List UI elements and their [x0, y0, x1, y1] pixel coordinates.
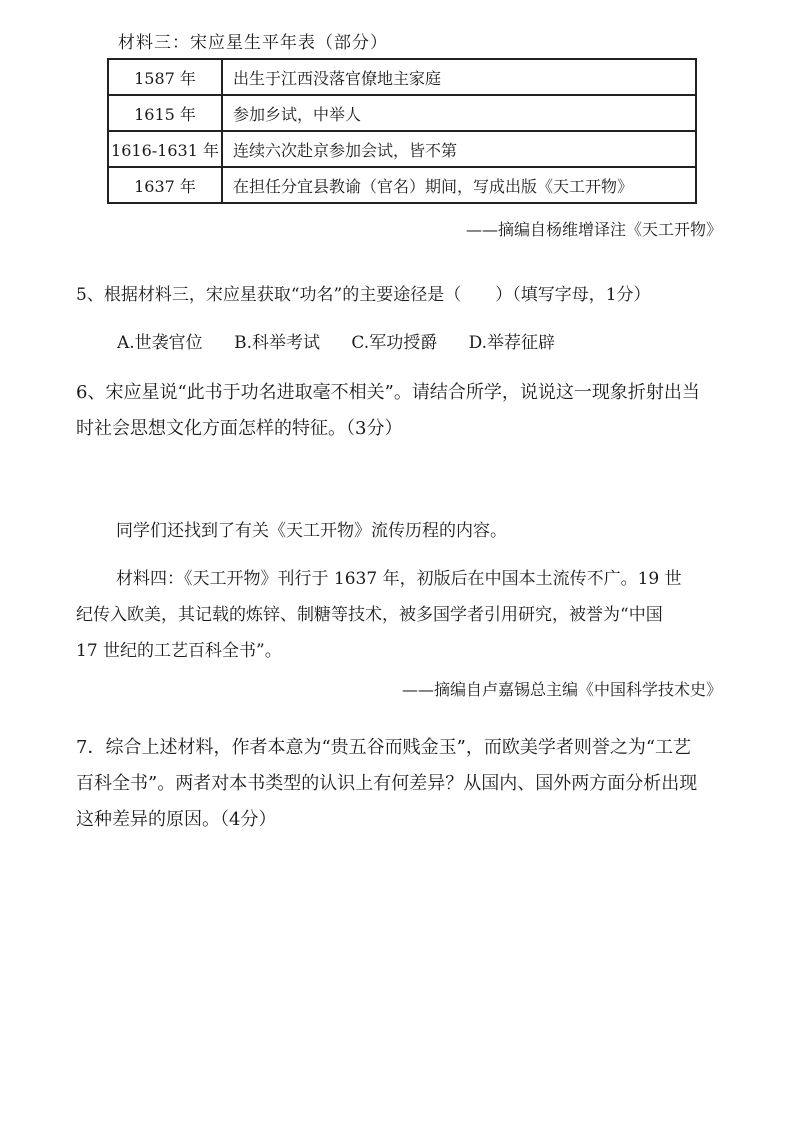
question-5: 5、根据材料三，宋应星获取“功名”的主要途径是（ ）（填写字母，1分）	[76, 285, 651, 305]
year-cell: 1587 年	[108, 59, 222, 95]
event-cell: 参加乡试，中举人	[222, 95, 696, 131]
material4-line2: 纪传入欧美，其记载的炼锌、制糖等技术，被多国学者引用研究，被誉为“中国	[76, 605, 663, 625]
year-cell: 1637 年	[108, 167, 222, 203]
material4-line1: 材料四：《天工开物》刊行于 1637 年，初版后在中国本土流传不广。19 世	[116, 569, 682, 589]
timeline-table	[107, 58, 697, 204]
material4-source: ——摘编自卢嘉锡总主编《中国科学技术史》	[401, 680, 722, 699]
table-row	[108, 95, 696, 131]
year-cell: 1615 年	[108, 95, 222, 131]
question-6-line1: 6、宋应星说“此书于功名进取毫不相关”。请结合所学，说说这一现象折射出当	[76, 382, 700, 403]
question-7-line2: 百科全书”。两者对本书类型的认识上有何差异？从国内、国外两方面分析出现	[76, 773, 698, 794]
table-row	[108, 167, 696, 203]
question-5-options	[117, 328, 581, 353]
event-cell: 连续六次赴京参加会试，皆不第	[222, 131, 696, 167]
table-row	[108, 131, 696, 167]
question-7-line1: 7．综合上述材料，作者本意为“贵五谷而贱金玉”，而欧美学者则誉之为“工艺	[76, 737, 692, 758]
question-7-line3: 这种差异的原因。（4分）	[76, 809, 277, 830]
event-cell: 出生于江西没落官僚地主家庭	[222, 59, 696, 95]
option-a: A.世袭官位	[117, 333, 203, 353]
option-d: D.举荐征辟	[468, 333, 556, 353]
option-c: C.军功授爵	[351, 333, 438, 353]
table-row	[108, 59, 696, 95]
question-6-line2: 时社会思想文化方面怎样的特征。（3分）	[76, 418, 403, 439]
material3-source: ——摘编自杨维增译注《天工开物》	[465, 220, 722, 239]
intro-text: 同学们还找到了有关《天工开物》流传历程的内容。	[116, 521, 507, 541]
option-b: B.科举考试	[234, 333, 320, 353]
event-cell: 在担任分宜县教谕（官名）期间，写成出版《天工开物》	[222, 167, 696, 203]
material3-title: 材料三：宋应星生平年表（部分）	[118, 33, 388, 53]
material4-line3: 17 世纪的工艺百科全书”。	[76, 641, 282, 661]
year-cell: 1616-1631 年	[108, 131, 222, 167]
